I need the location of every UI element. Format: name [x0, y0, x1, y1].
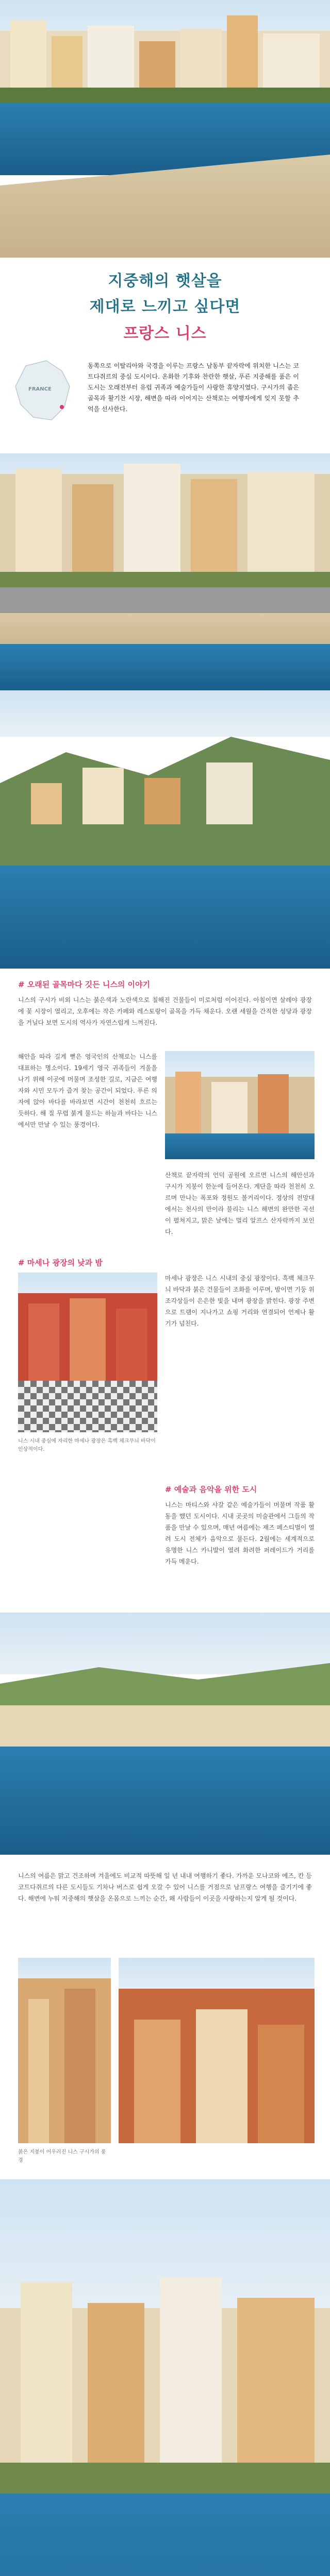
top-beach-photo [0, 0, 330, 258]
rooftops-photo [119, 1958, 315, 2143]
castle-hill-photo [165, 1051, 315, 1159]
coastline-photo [0, 1613, 330, 1855]
section3-heading: # 마세나 광장의 낮과 밤 [18, 1258, 103, 1267]
section5-paragraph: 니스의 여름은 맑고 건조하며 겨울에도 비교적 따뜻해 일 년 내내 여행하기 좋다. 가까운 모나코와 에즈, 칸 등 코트다쥐르의 다른 도시들도 기차나 버스로 쉽게 오갈 수 있어 니스를 거점으로 남프랑스 여행을 즐기기에 좋다. 해변에 누워 지중해의 햇살을 온몸으로 느끼는 순간, 왜 사람들이 이곳을 사랑하는지 알게 될 것이다. [18, 1872, 312, 1902]
hillside-photo [0, 690, 330, 969]
section3-caption: 니스 시내 중심에 자리한 마세나 광장은 흑백 체크무늬 바닥이 인상적이다. [18, 1438, 156, 1452]
section4-heading: # 예술과 음악을 위한 도시 [165, 1485, 257, 1494]
intro-title-line3: 프랑스 니스 [123, 325, 207, 343]
intro-title-line1: 지중해의 햇살을 [108, 272, 222, 290]
section4-paragraph: 니스는 마티스와 샤갈 같은 예술가들이 머물며 작품 활동을 했던 도시이다. 시내 곳곳의 미술관에서 그들의 작품을 만날 수 있으며, 매년 여름에는 재즈 페스티벌이 열려 도시 전체가 음악으로 물든다. 2월에는 세계적으로 유명한 니스 카니발이 열려 화려한 퍼레이드가 거리를 가득 메운다. [165, 1501, 315, 1565]
intro-paragraph: 동쪽으로 이탈리아와 국경을 이루는 프랑스 남동부 끝자락에 위치한 니스는 코트다쥐르의 중심 도시이다. 온화한 기후와 찬란한 햇살, 푸른 지중해를 품은 이 도시는 오래전부터 유럽 귀족과 예술가들이 사랑한 휴양지였다. 구시가의 좁은 골목과 활기찬 시장, 해변을 따라 이어지는 산책로는 여행자에게 잊지 못할 추억을 선사한다. [88, 362, 299, 413]
section2-col1: 해안을 따라 길게 뻗은 영국인의 산책로는 니스를 대표하는 명소이다. 19세기 영국 귀족들이 겨울을 나기 위해 이곳에 머물며 조성한 길로, 지금은 여행자와 시민 모두가 즐겨 찾는 공간이 되었다. 푸른 의자에 앉아 바다를 바라보면 시간이 천천히 흐르는 듯하다. 해 질 무렵 붉게 물드는 하늘과 바다는 니스에서만 만날 수 있는 풍경이다. [18, 1053, 157, 1128]
intro-title-block [0, 268, 330, 343]
section1-heading: # 오래된 골목마다 깃든 니스의 이야기 [18, 980, 151, 989]
old-town-photo [18, 1958, 111, 2143]
section2-col2: 산책로 끝자락의 언덕 공원에 오르면 니스의 해안선과 구시가 지붕이 한눈에 들어온다. 계단을 따라 천천히 오르며 만나는 폭포와 정원도 볼거리이다. 정상의 전망대에서는 천사의 만이라 불리는 니스 해변의 완만한 곡선이 펼쳐지고, 맑은 날에는 멀리 알프스 산자락까지 보인다. [165, 1172, 315, 1235]
section3-col-right: 마세나 광장은 니스 시내의 중심 광장이다. 흑백 체크무늬 바닥과 붉은 건물들이 조화를 이루며, 밤이면 기둥 위 조각상들이 은은한 빛을 내며 광장을 밝힌다. 광장 주변으로 트램이 지나가고 쇼핑 거리와 연결되어 언제나 활기가 넘친다. [165, 1275, 315, 1327]
section5-caption: 붉은 지붕이 어우러진 니스 구시가의 풍경 [18, 2149, 106, 2163]
promenade-photo [0, 453, 330, 690]
france-map [10, 355, 77, 428]
bottom-beach-photo [0, 2179, 330, 2576]
massena-square-photo [18, 1273, 157, 1432]
map-label: FRANCE [28, 386, 52, 392]
intro-title-line2: 제대로 느끼고 싶다면 [89, 298, 241, 316]
section1-paragraph: 니스의 구시가 비외 니스는 붉은색과 노란색으로 칠해진 건물들이 미로처럼 이어진다. 아침이면 살레야 광장에 꽃 시장이 열리고, 오후에는 작은 카페와 레스토랑이 골목을 가득 채운다. 오랜 세월을 간직한 성당과 광장을 거닐다 보면 도시의 역사가 자연스럽게 느껴진다. [18, 996, 312, 1026]
